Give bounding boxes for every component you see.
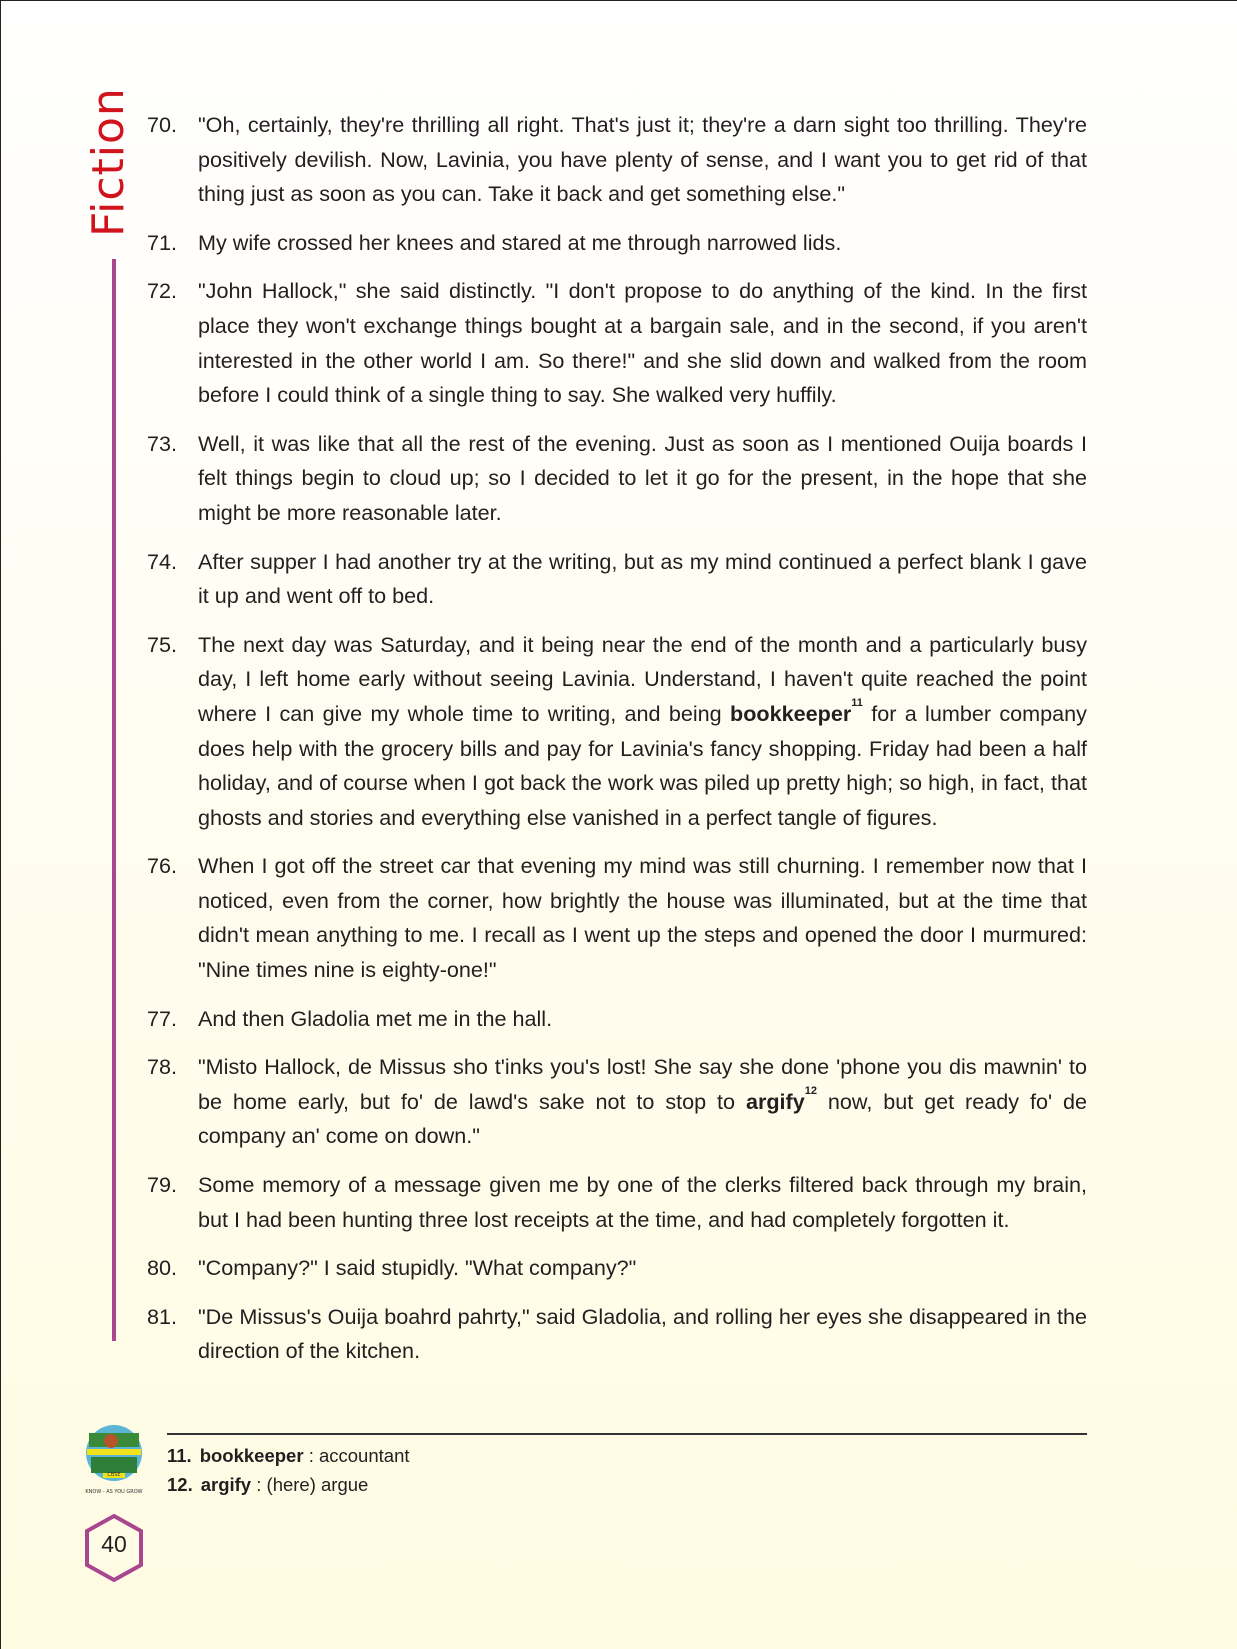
footnote-rule <box>167 1433 1087 1435</box>
paragraph-text: "Oh, certainly, they're thrilling all right. That's just it; they're a darn sight too thrilling. They're positively devilish. Now, Lavinia, you have plenty of sense, and I want you to get rid of that thing just as soon as you can. Take it back and get something else." <box>198 112 1087 207</box>
paragraph-text: now, but get ready fo' de company an' come on down." <box>198 1088 1087 1149</box>
paragraph-text: "Misto Hallock, de Missus sho t'inks you's lost! She say she done 'phone you dis mawnin' to be home early, but fo' de lawd's sake not to stop to <box>198 1054 1087 1114</box>
paragraph-number: 75. <box>147 631 178 657</box>
paragraph-text: Some memory of a message given me by one of the clerks filtered back through my brain, but I had been hunting three lost receipts at the time, and had completely forgotten it. <box>198 1172 1087 1232</box>
footnote <box>167 1470 410 1499</box>
footnote-word: bookkeeper <box>199 1445 304 1466</box>
paragraph-number: 71. <box>147 229 178 255</box>
side-divider <box>112 259 116 1341</box>
paragraph <box>147 1251 1087 1286</box>
paragraph-number: 80. <box>147 1255 178 1281</box>
footnote <box>167 1441 410 1470</box>
paragraph-text: When I got off the street car that evening my mind was still churning. I remember now that I noticed, even from the corner, how brightly the house was illuminated, but at the time that didn't mean anything to me. I recall as I went up the steps and opened the door I murmured: "Nine times nine is eighty-one!" <box>198 853 1087 983</box>
paragraph <box>147 1300 1087 1369</box>
paragraph-text: Well, it was like that all the rest of the evening. Just as soon as I mentioned Ouija boards I felt things begin to cloud up; so I decided to let it go for the present, in the hope that she might be more reasonable later. <box>198 430 1087 525</box>
page-number: 40 <box>101 1531 127 1557</box>
footnote-word: argify <box>200 1474 252 1495</box>
paragraph <box>147 849 1087 987</box>
cbse-logo <box>81 1415 147 1505</box>
paragraph-number: 81. <box>147 1303 178 1329</box>
footnote-meaning: : accountant <box>303 1445 410 1466</box>
paragraph <box>147 628 1087 836</box>
paragraph <box>147 545 1087 614</box>
glossary-term <box>745 1084 817 1114</box>
glossary-word: bookkeeper <box>730 700 852 726</box>
section-label: Fiction <box>83 87 134 237</box>
paragraph-text: And then Gladolia met me in the hall. <box>198 1005 553 1031</box>
paragraph <box>147 108 1087 212</box>
paragraph <box>147 1002 1087 1037</box>
paragraph <box>147 1050 1087 1154</box>
footnote-number: 11. <box>167 1445 192 1466</box>
paragraph-number: 70. <box>147 112 178 137</box>
paragraph-number: 79. <box>147 1172 178 1198</box>
glossary-word: argify <box>745 1088 805 1114</box>
svg-text:KNOW - AS YOU GROW: KNOW - AS YOU GROW <box>85 1489 143 1495</box>
paragraph-text: "De Missus's Ouija boahrd pahrty," said Gladolia, and rolling her eyes she disappeared in the direction of the kitchen. <box>198 1303 1087 1364</box>
paragraph-text: My wife crossed her knees and stared at me through narrowed lids. <box>198 229 842 255</box>
paragraph-number: 72. <box>147 278 178 304</box>
glossary-term <box>730 696 863 726</box>
paragraph-number: 78. <box>147 1054 178 1080</box>
svg-text:CBSE: CBSE <box>107 1472 121 1478</box>
paragraph-number: 74. <box>147 548 178 574</box>
story-body <box>147 108 1087 1383</box>
paragraph <box>147 1168 1087 1237</box>
paragraph-number: 77. <box>147 1005 178 1031</box>
footnotes <box>167 1441 410 1499</box>
paragraph-number: 76. <box>147 853 178 879</box>
paragraph <box>147 427 1087 531</box>
footnote-number: 12. <box>167 1474 193 1495</box>
footnote-marker: 11 <box>851 696 863 709</box>
paragraph-number: 73. <box>147 430 178 456</box>
paragraph-text: After supper I had another try at the writing, but as my mind continued a perfect blank I gave it up and went off to bed. <box>198 548 1087 609</box>
footnote-meaning: : (here) argue <box>251 1474 369 1495</box>
paragraph <box>147 274 1087 412</box>
paragraph-text: The next day was Saturday, and it being near the end of the month and a particularly busy day, I left home early without seeing Lavinia. Understand, I haven't quite reached the point where I can give my whole time to writing, and being <box>198 631 1087 726</box>
paragraph-text: "John Hallock," she said distinctly. "I don't propose to do anything of the kind. In the first place they won't exchange things bought at a bargain sale, and in the second, if you aren't interested in the other world I am. So there!" and she slid down and walked from the room before I could think of a single thing to say. She walked very huffily. <box>198 278 1087 408</box>
paragraph <box>147 226 1087 261</box>
paragraph-text: for a lumber company does help with the grocery bills and pay for Lavinia's fancy shopping. Friday had been a half holiday, and of course when I got back the work was piled up pretty high; so high, in fact, that ghosts and stories and everything else vanished in a perfect tangle of figures. <box>198 700 1087 830</box>
footnote-marker: 12 <box>804 1084 817 1097</box>
paragraph-text: "Company?" I said stupidly. "What company?" <box>198 1255 637 1281</box>
